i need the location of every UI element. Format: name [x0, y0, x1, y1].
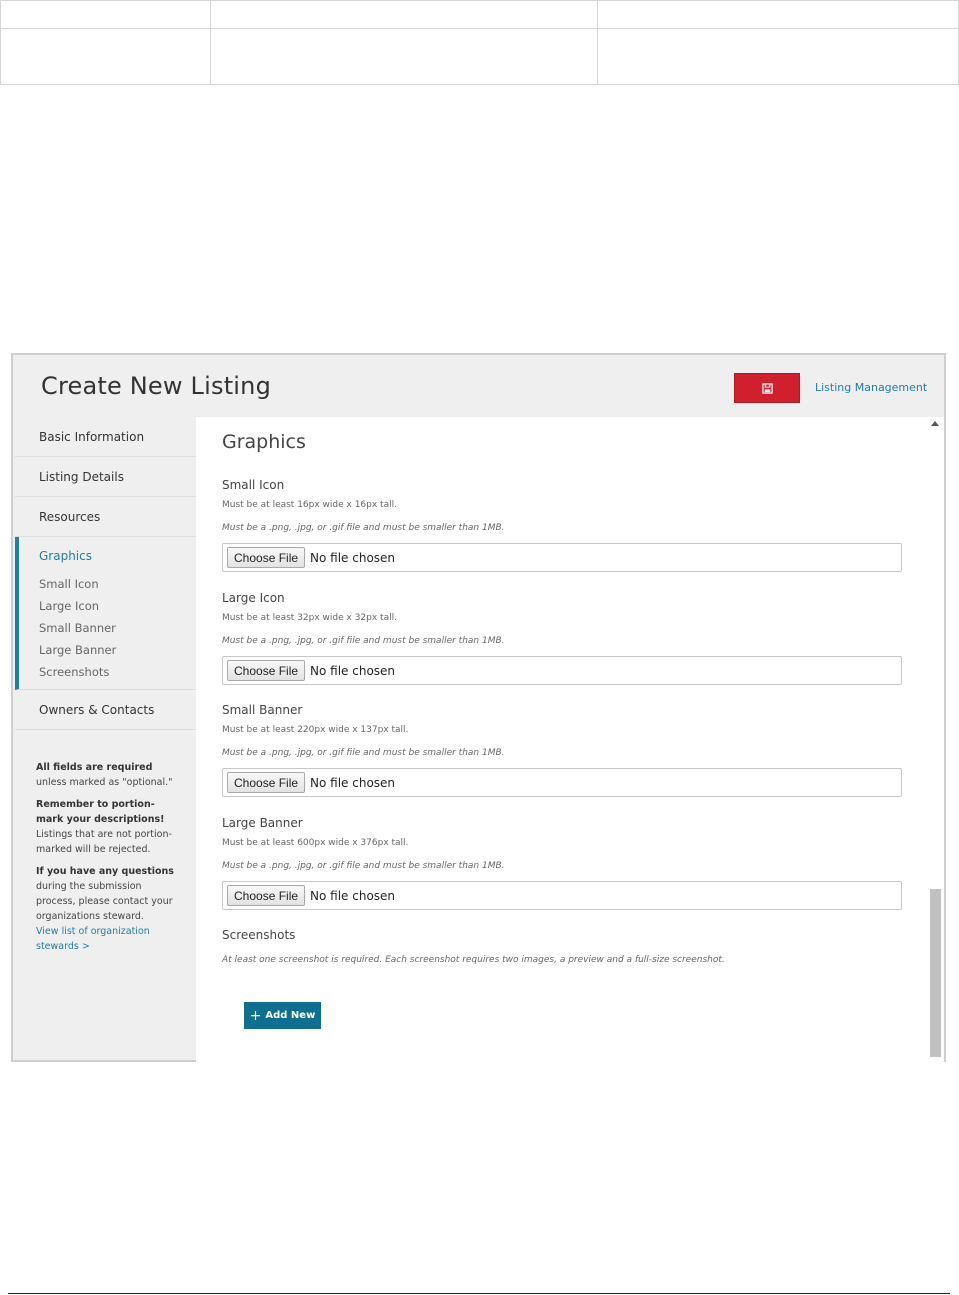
scrollbar[interactable] — [928, 417, 944, 1062]
stewards-link[interactable]: View list of organization stewards > — [36, 926, 150, 952]
page-title: Create New Listing — [41, 372, 272, 400]
small-icon-field — [222, 478, 902, 572]
field-label: Large Banner — [222, 816, 303, 830]
large-banner-file-input[interactable] — [222, 881, 902, 910]
field-hint: Must be at least 600px wide x 376px tall. — [222, 838, 409, 848]
small-banner-file-input[interactable] — [222, 768, 902, 797]
large-icon-file-input[interactable] — [222, 656, 902, 685]
large-banner-field — [222, 816, 902, 910]
field-label: Screenshots — [222, 928, 296, 942]
sidebar-item-label: Owners & Contacts — [39, 702, 155, 717]
table-cell — [211, 1, 598, 29]
scroll-thumb[interactable] — [930, 889, 941, 1057]
sidebar-item-owners-contacts[interactable] — [15, 690, 196, 730]
field-rule: Must be a .png, .jpg, or .gif file and must be smaller than 1MB. — [222, 861, 505, 871]
field-label: Large Icon — [222, 591, 285, 605]
sidebar-subitem-large-banner[interactable]: Large Banner — [39, 643, 117, 657]
file-status: No file chosen — [310, 888, 396, 903]
field-rule: Must be a .png, .jpg, or .gif file and must be smaller than 1MB. — [222, 523, 505, 533]
save-button[interactable] — [734, 373, 800, 403]
sidebar-group-graphics — [15, 537, 196, 690]
sidebar — [15, 417, 196, 1062]
choose-file-button[interactable]: Choose File — [227, 772, 305, 793]
table-cell — [1, 29, 211, 85]
sidebar-item-graphics[interactable]: Graphics — [39, 549, 92, 563]
divider — [8, 1293, 950, 1294]
small-banner-field — [222, 703, 902, 797]
file-status: No file chosen — [310, 550, 396, 565]
table-cell — [211, 29, 598, 85]
note-text: during the submission process, please contact your organizations steward. — [36, 881, 173, 922]
plus-icon: + — [249, 1007, 262, 1024]
small-icon-file-input[interactable] — [222, 543, 902, 572]
field-hint: Must be at least 16px wide x 16px tall. — [222, 500, 397, 510]
sidebar-subitem-large-icon[interactable]: Large Icon — [39, 599, 100, 613]
note-bold: If you have any questions — [36, 866, 174, 877]
sidebar-item-resources[interactable] — [15, 497, 196, 537]
main-panel — [196, 417, 928, 1062]
note-text: Listings that are not portion-marked will be rejected. — [36, 829, 172, 855]
section-title: Graphics — [222, 431, 306, 453]
choose-file-button[interactable]: Choose File — [227, 547, 305, 568]
required-note — [36, 760, 181, 790]
sidebar-item-label: Resources — [39, 509, 101, 524]
field-rule: At least one screenshot is required. Each screenshot requires two images, a preview and a full-size screenshot. — [222, 955, 725, 965]
questions-note — [36, 864, 181, 954]
field-rule: Must be a .png, .jpg, or .gif file and must be smaller than 1MB. — [222, 636, 505, 646]
portion-mark-note — [36, 797, 181, 857]
listing-management-link[interactable]: Listing Management — [815, 381, 928, 394]
table-cell — [598, 1, 959, 29]
scroll-up-arrow-icon[interactable] — [931, 421, 939, 426]
sidebar-subitem-small-icon[interactable]: Small Icon — [39, 577, 99, 591]
empty-table — [0, 0, 959, 85]
sidebar-item-listing-details[interactable] — [15, 457, 196, 497]
sidebar-item-label: Basic Information — [39, 429, 145, 444]
sidebar-item-basic-information[interactable] — [15, 417, 196, 457]
choose-file-button[interactable]: Choose File — [227, 660, 305, 681]
large-icon-field — [222, 591, 902, 685]
table-cell — [598, 29, 959, 85]
field-rule: Must be a .png, .jpg, or .gif file and must be smaller than 1MB. — [222, 748, 505, 758]
sidebar-notes — [15, 730, 181, 954]
sidebar-subitem-screenshots[interactable]: Screenshots — [39, 665, 110, 679]
field-hint: Must be at least 220px wide x 137px tall. — [222, 725, 409, 735]
add-new-button[interactable] — [244, 1002, 321, 1029]
file-status: No file chosen — [310, 775, 396, 790]
page-header — [13, 355, 944, 417]
field-label: Small Icon — [222, 478, 285, 492]
choose-file-button[interactable]: Choose File — [227, 885, 305, 906]
screenshots-field — [222, 928, 902, 965]
note-text: unless marked as "optional." — [36, 777, 173, 788]
field-hint: Must be at least 32px wide x 32px tall. — [222, 613, 397, 623]
app-screenshot — [11, 353, 946, 1062]
note-bold: Remember to portion-mark your descriptions! — [36, 799, 165, 825]
sidebar-item-label: Listing Details — [39, 469, 124, 484]
note-bold: All fields are required — [36, 762, 153, 773]
file-status: No file chosen — [310, 663, 396, 678]
floppy-disk-icon — [762, 383, 773, 394]
table-cell — [1, 1, 211, 29]
add-new-label: Add New — [265, 1010, 316, 1021]
sidebar-subitem-small-banner[interactable]: Small Banner — [39, 621, 116, 635]
field-label: Small Banner — [222, 703, 303, 717]
